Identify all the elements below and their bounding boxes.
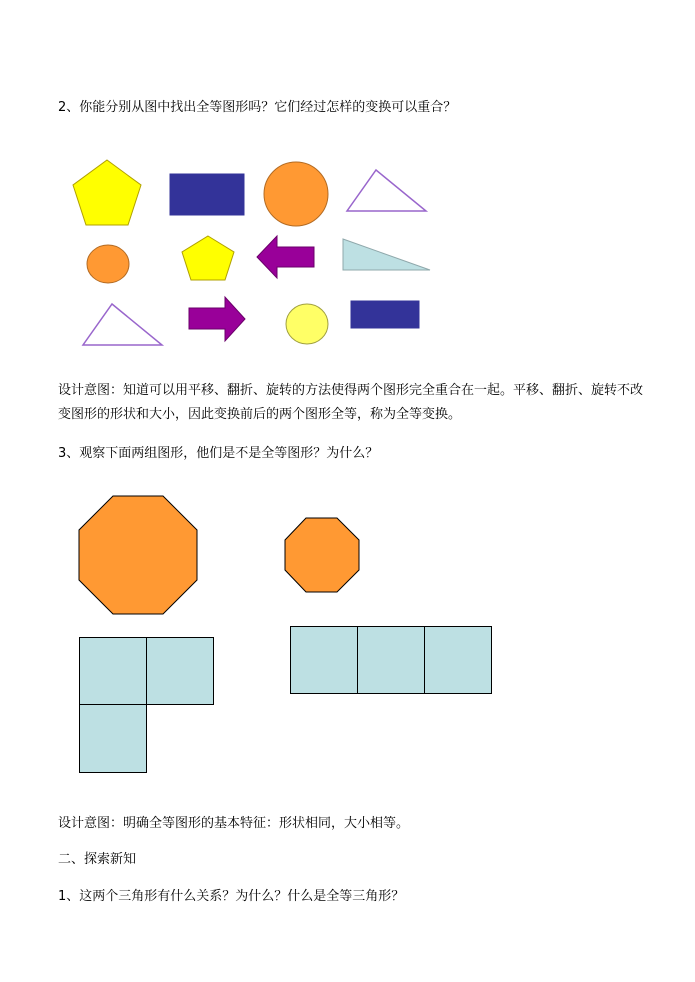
rectangle-navy-large — [169, 173, 245, 216]
arrow-right — [188, 296, 246, 342]
circle-orange-small — [86, 244, 130, 284]
design-intent-1: 设计意图：知道可以用平移、翻折、旋转的方法使得两个图形完全重合在一起。平移、翻折、旋转不改变图形的形状和大小，因此变换前后的两个图形全等，称为全等变换。 — [58, 383, 644, 422]
pentagon-large — [72, 159, 142, 227]
square-group-l-shape — [79, 637, 215, 774]
octagon-small — [284, 517, 360, 593]
square-group-row — [290, 626, 494, 695]
octagon-large — [78, 495, 198, 615]
circle-orange-large — [263, 161, 329, 227]
triangle-right-cyan — [342, 238, 432, 272]
arrow-left — [257, 235, 315, 279]
pentagon-small — [181, 235, 235, 281]
question-3: 3、观察下面两组图形，他们是不是全等图形？为什么？ — [58, 446, 379, 461]
question-2: 2、你能分别从图中找出全等图形吗？它们经过怎样的变换可以重合？ — [58, 100, 457, 115]
circle-light-yellow — [285, 303, 329, 345]
question-1: 1、这两个三角形有什么关系？为什么？什么是全等三角形？ — [58, 889, 405, 904]
section-heading: 二、探索新知 — [58, 852, 137, 867]
rectangle-navy-small — [350, 300, 420, 329]
design-intent-2: 设计意图：明确全等图形的基本特征：形状相同，大小相等。 — [58, 816, 410, 831]
triangle-outline-left — [82, 303, 164, 347]
triangle-outline-right — [346, 169, 428, 213]
